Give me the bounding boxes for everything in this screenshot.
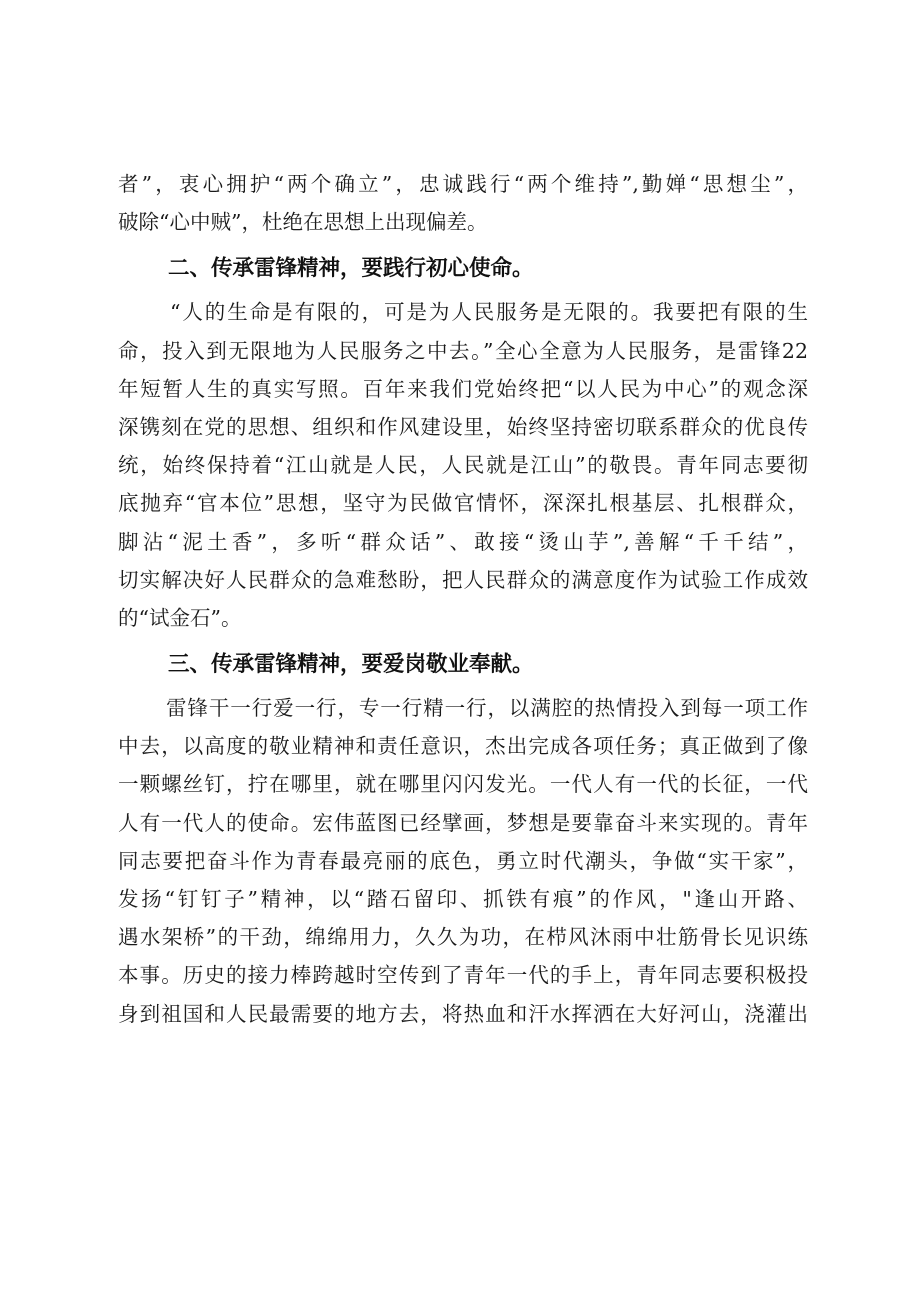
text-line: 雷锋干一行爱一行，专一行精一行，以满腔的热情投入到每一项工作: [166, 696, 808, 721]
text-line: 同志要把奋斗作为青春最亮丽的底色，勇立时代潮头，争做“实干家”，: [118, 848, 808, 873]
text-line: 本事。历史的接力棒跨越时空传到了青年一代的手上，青年同志要积极投: [118, 963, 808, 988]
text-line: 者”，衷心拥护“两个确立”，忠诚践行“两个维持”,勤婵“思想尘”，: [118, 172, 808, 196]
paragraph-continuation: [118, 165, 808, 241]
section-3-body: [118, 689, 808, 1033]
section-heading-3: 三、传承雷锋精神，要爱岗敬业奉献。: [168, 652, 534, 678]
section-heading-2: 二、传承雷锋精神，要践行初心使命。: [168, 256, 534, 282]
text-line: 统，始终保持着“江山就是人民，人民就是江山”的敬畏。青年同志要彻: [118, 453, 808, 478]
text-line: 遇水架桥”的干劲，绵绵用力，久久为功，在栉风沐雨中壮筋骨长见识练: [118, 925, 808, 950]
text-line: 深镌刻在党的思想、组织和作风建设里，始终坚持密切联系群众的优良传: [118, 414, 808, 439]
document-body: [118, 165, 808, 1033]
text-line: 中去，以高度的敬业精神和责任意识，杰出完成各项任务；真正做到了像: [118, 734, 808, 759]
text-line: 的“试金石”。: [118, 605, 242, 630]
text-line: “人的生命是有限的，可是为人民服务是无限的。我要把有限的生: [170, 300, 808, 325]
text-line: 脚沾“泥土香”，多听“群众话”、敢接“烫山芋”,善解“千千结”，: [118, 529, 808, 554]
text-line: 身到祖国和人民最需要的地方去，将热血和汗水挥洒在大好河山，浇灌出: [118, 1001, 808, 1026]
text-line: 命，投入到无限地为人民服务之中去。”全心全意为人民服务，是雷锋22: [118, 338, 808, 363]
text-line: 一颗螺丝钉，拧在哪里，就在哪里闪闪发光。一代人有一代的长征，一代: [118, 772, 808, 797]
text-line: 底抛弃“官本位”思想，坚守为民做官情怀，深深扎根基层、扎根群众，: [118, 491, 808, 516]
text-line: 年短暂人生的真实写照。百年来我们党始终把“以人民为中心”的观念深: [118, 376, 808, 401]
text-line: 发扬“钉钉子”精神，以“踏石留印、抓铁有痕”的作风，"逢山开路、: [118, 887, 808, 911]
text-line: 切实解决好人民群众的急难愁盼，把人民群众的满意度作为试验工作成效: [118, 567, 808, 592]
section-2-body: [118, 293, 808, 637]
text-line: 人有一代人的使命。宏伟蓝图已经擘画，梦想是要靠奋斗来实现的。青年: [118, 810, 808, 835]
text-line: 破除“心中贼”，杜绝在思想上出现偏差。: [118, 210, 488, 235]
